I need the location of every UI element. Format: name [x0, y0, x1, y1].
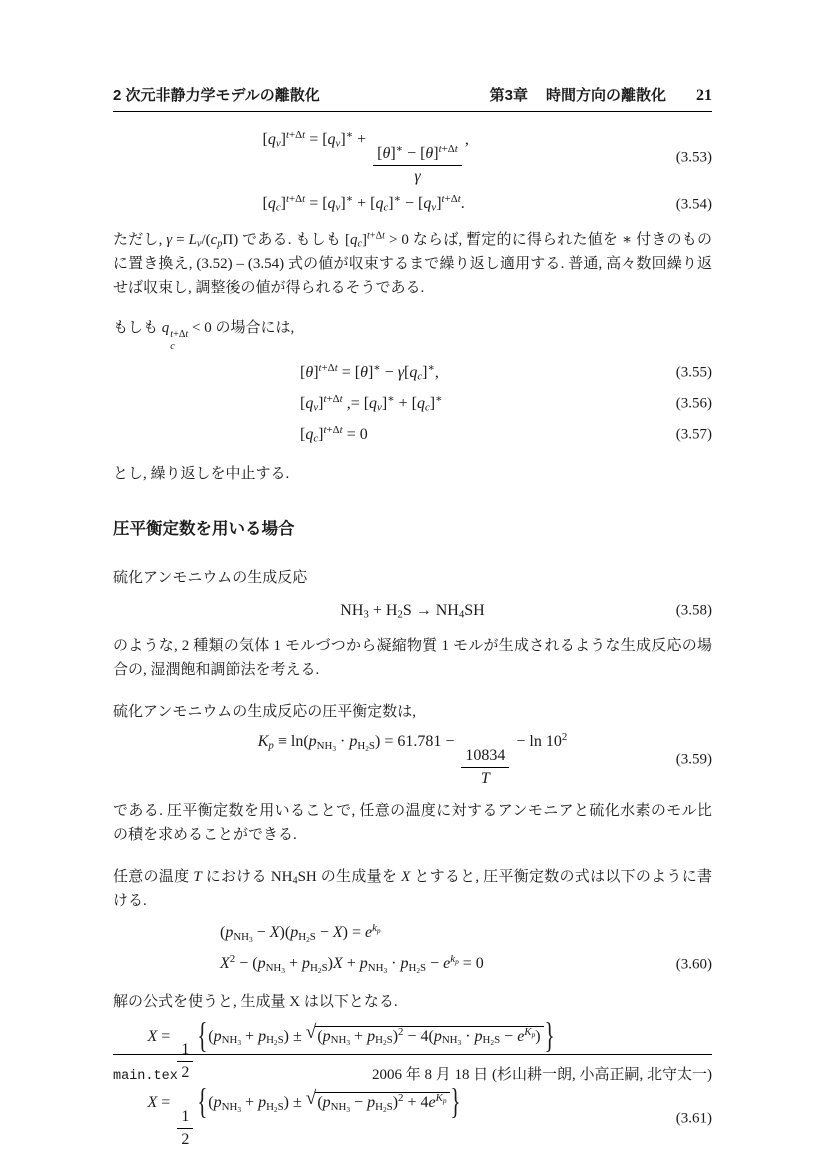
- equation-3-60-line1: $(pNH3 - X)(pH2S - X) = e^{kp}$: [220, 922, 381, 944]
- equation-row: [113, 130, 712, 187]
- paragraph-quadratic-solution: 解の公式を使うと, 生成量 X は以下となる.: [113, 993, 398, 1010]
- equation-group-355-357: [113, 360, 712, 448]
- paragraph-nh4sh-reaction-intro: 硫化アンモニウムの生成反応: [113, 570, 308, 587]
- page-footer: [113, 1054, 712, 1084]
- header-right: [490, 84, 712, 105]
- paragraph-equilibrium-usage: である. 圧平衡定数を用いることで, 任意の温度に対するアンモニアと硫化水素のモル比の積を求めることができる.: [113, 802, 712, 843]
- equation-3-53: [qv]$^{t+\Delta t}$ = [qv]∗ + $\frac{[\theta]^∗ - [\theta]^{t+\Delta t}}{\gamma}$ ,: [262, 129, 469, 185]
- paragraph-qc-negative-case: もしも q t+Δt c < 0 の場合には,: [113, 319, 295, 352]
- equation-number-3-56: (3.56): [675, 395, 712, 412]
- equation-3-54: [qc]$^{t+\Delta t}$ = [qv]∗ + [qc]∗ − [qv]$^{t+\Delta t}$.: [262, 193, 465, 214]
- equation-3-60-line2: $X^2 - (pNH3 + pH2S)X + pNH3 \cdot pH2S - e^{kp} = 0$: [220, 953, 484, 975]
- equation-row: [113, 360, 712, 386]
- equation-3-59: Kp ≡ ln(pNH3 · pH2S) = 61.781 − $\frac{10834}{T}$ − $\ln 10^2$: [257, 731, 568, 787]
- equation-group-360: [113, 921, 712, 978]
- equation-number-3-57: (3.57): [675, 426, 712, 443]
- footer-filename: main.tex: [113, 1069, 178, 1084]
- equation-number-3-55: (3.55): [675, 364, 712, 381]
- equation-number-3-58: (3.58): [675, 602, 712, 619]
- equation-3-55: $[\theta]^{t+\Delta t} = [\theta]^∗ - \gamma[qc]^∗$,: [300, 361, 439, 383]
- equation-number-3-61: (3.61): [675, 1110, 712, 1127]
- paragraph-equilibrium-constant-intro: 硫化アンモニウムの生成反応の圧平衡定数は,: [113, 704, 417, 721]
- paragraph-production-amount: 任意の温度 T における NH4SH の生成量を X とすると, 圧平衡定数の式は以下のように書ける.: [113, 868, 712, 909]
- equation-row: [113, 952, 712, 978]
- section-heading-equilibrium-constant: 圧平衡定数を用いる場合: [113, 520, 295, 539]
- equation-number-3-60: (3.60): [675, 955, 712, 972]
- header-section-title: 2 次元非静力学モデルの離散化: [113, 87, 320, 104]
- equation-number-3-53: (3.53): [675, 149, 712, 166]
- equation-3-58: NH3 + H2S → NH4SH: [340, 601, 485, 621]
- header-chapter-label: 第3章: [489, 87, 528, 104]
- equation-3-57: [qc]$^{t+\Delta t}$ = 0: [300, 423, 368, 445]
- footer-date-authors: 2006 年 8 月 18 日 (杉山耕一朗, 小高正嗣, 北守太一): [372, 1067, 712, 1083]
- equation-row: [113, 598, 712, 624]
- paragraph-stop-iteration: とし, 繰り返しを中止する.: [113, 466, 290, 483]
- equation-row: [113, 921, 712, 947]
- page-body: [113, 130, 712, 1150]
- equation-row: [113, 192, 712, 218]
- equation-group-358: [113, 598, 712, 624]
- equation-row: [113, 1081, 712, 1150]
- equation-3-61-line2: X = $\frac{1}{2}$ {(pNH3 + pH2S) ± √ $(pNH3 - pH2S)^2 + 4e^{Kp}$ }: [147, 1081, 461, 1148]
- equation-group-359: [113, 732, 712, 789]
- header-chapter-title: 時間方向の離散化: [545, 87, 666, 104]
- equation-group-353-354: [113, 130, 712, 218]
- equation-number-3-54: (3.54): [675, 195, 712, 212]
- equation-row: [113, 391, 712, 417]
- equation-3-56: [qv]$^{t+\Delta t}$ ,= [qv]∗ + [qc]∗: [300, 392, 443, 414]
- running-header: [113, 84, 712, 112]
- equation-row: [113, 732, 712, 789]
- equation-3-61-line1: X = $\frac{1}{2}$ {(pNH3 + pH2S) ± √ $(pNH3 + pH2S)^2 - 4(pNH3 \cdot pH2S - e^{Kp})$ }: [147, 1015, 555, 1082]
- page-number: 21: [696, 87, 712, 104]
- paragraph-iteration-note: ただし, γ = Lv/(cpΠ) である. もしも [qc]$^{t+\Delta t}$ > 0 ならば, 暫定的に得られた値を ∗ 付きのものに置き換え, (3.52) – (3.54) 式の値が収束するまで繰り返し適用する. 普通, 高々数回繰り返せば収束し, 調整後の値が得られるそうである.: [113, 229, 712, 296]
- equation-number-3-59: (3.59): [675, 751, 712, 768]
- equation-group-361: [113, 1015, 712, 1150]
- paragraph-reaction-description: のような, 2 種類の気体 1 モルづつから凝縮物質 1 モルが生成されるような生成反応の場合の, 湿潤飽和調節法を考える.: [113, 638, 712, 679]
- equation-row: [113, 422, 712, 448]
